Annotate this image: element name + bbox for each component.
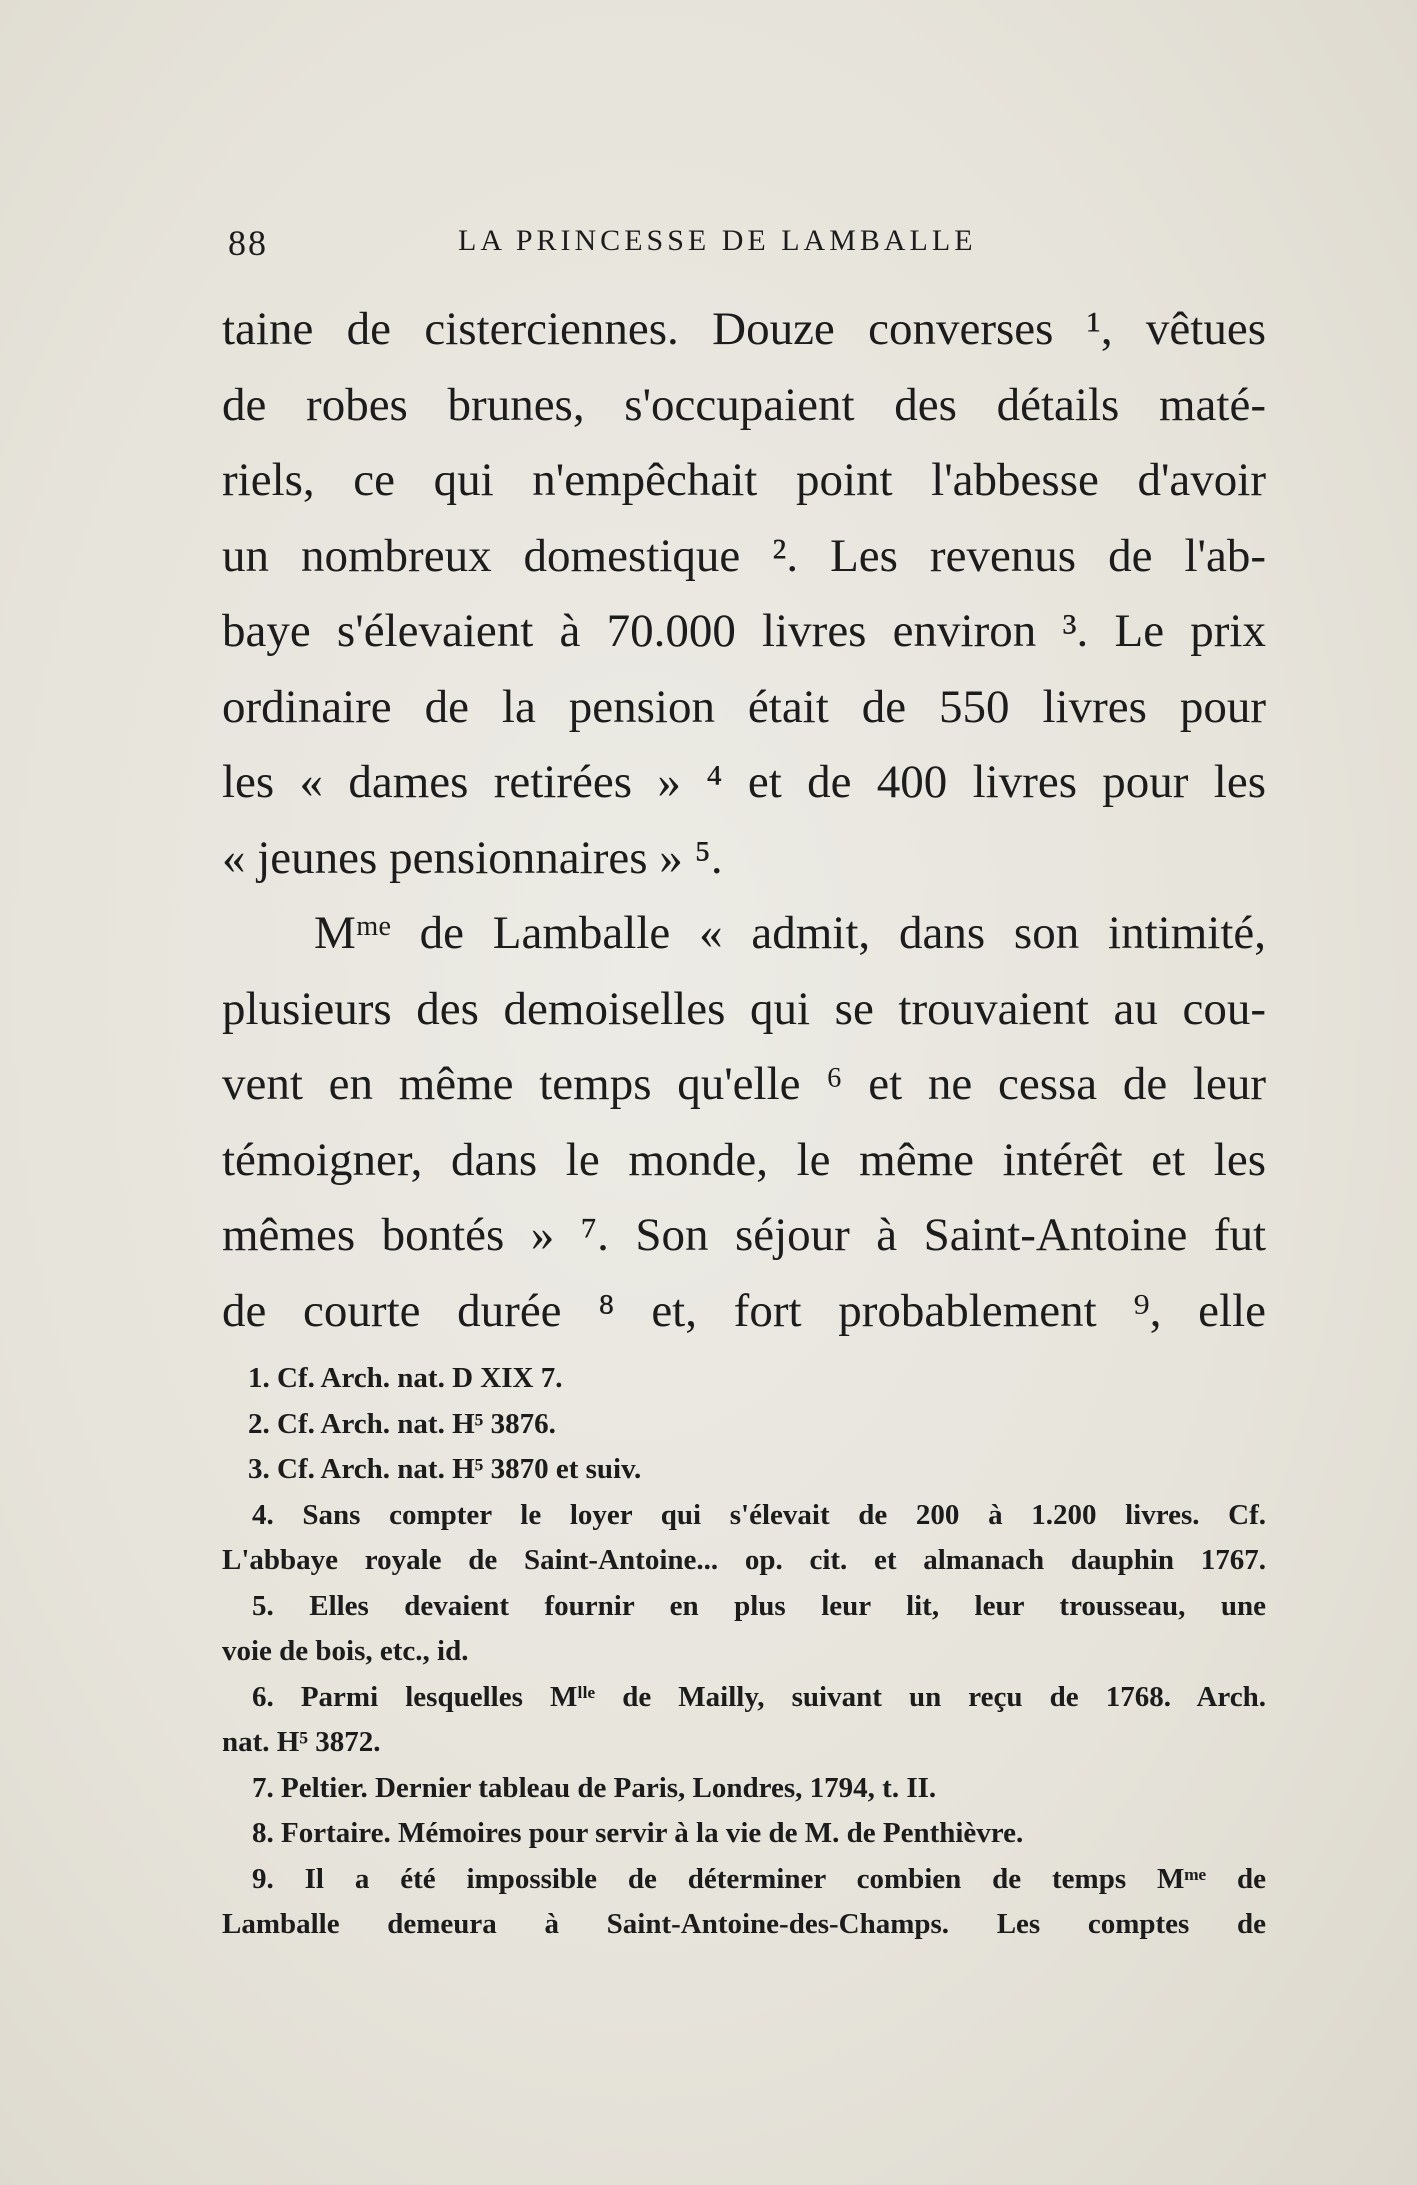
footnote-line: 6. Parmi lesquelles Mˡˡᵉ de Mailly, suivant un reçu de 1768. Arch. (252, 1680, 1266, 1713)
text-line: baye s'élevaient à 70.000 livres environ ³. Le prix (222, 605, 1266, 657)
text-line: Mᵐᵉ de Lamballe « admit, dans son intimité, (314, 907, 1266, 959)
page-header (222, 222, 1262, 262)
footnote-line: L'abbaye royale de Saint-Antoine... op. cit. et almanach dauphin 1767. (222, 1544, 1266, 1576)
text-line: les « dames retirées » ⁴ et de 400 livres pour les (222, 756, 1266, 808)
footnote-line: 4. Sans compter le loyer qui s'élevait de 200 à 1.200 livres. Cf. (252, 1498, 1266, 1531)
footnote-line: 9. Il a été impossible de déterminer combien de temps Mᵐᵉ de (252, 1862, 1266, 1895)
text-line: de robes brunes, s'occupaient des détails maté- (222, 378, 1266, 431)
footnote-line: Lamballe demeura à Saint-Antoine-des-Champs. Les comptes de (222, 1908, 1266, 1940)
footnote-line: 3. Cf. Arch. nat. H⁵ 3870 et suiv. (248, 1453, 642, 1485)
footnote-line: 8. Fortaire. Mémoires pour servir à la vie de M. de Penthièvre. (252, 1817, 1024, 1849)
text-line: témoigner, dans le monde, le même intérêt et les (222, 1133, 1266, 1186)
text-line: riels, ce qui n'empêchait point l'abbesse d'avoir (222, 454, 1266, 506)
footnotes (222, 1356, 1266, 1948)
text-line: un nombreux domestique ². Les revenus de l'ab- (222, 529, 1266, 582)
running-title: LA PRINCESSE DE LAMBALLE (458, 224, 977, 257)
text-line: plusieurs des demoiselles qui se trouvaient au cou- (222, 982, 1266, 1035)
footnote-line: nat. H⁵ 3872. (222, 1726, 381, 1758)
text-line: ordinaire de la pension était de 550 livres pour (222, 680, 1266, 733)
footnote-line: 5. Elles devaient fournir en plus leur lit, leur trousseau, une (252, 1589, 1266, 1622)
text-line: taine de cisterciennes. Douze converses ¹, vêtues (222, 303, 1266, 355)
text-line: « jeunes pensionnaires » ⁵. (222, 831, 723, 884)
footnote-line: 1. Cf. Arch. nat. D XIX 7. (248, 1362, 563, 1394)
text-line: mêmes bontés » ⁷. Son séjour à Saint-Antoine fut (222, 1209, 1266, 1261)
footnote-line: voie de bois, etc., id. (222, 1635, 469, 1667)
footnote-line: 7. Peltier. Dernier tableau de Paris, Londres, 1794, t. II. (252, 1771, 937, 1804)
page-number: 88 (228, 223, 268, 263)
text-line: vent en même temps qu'elle ⁶ et ne cessa de leur (222, 1058, 1266, 1110)
footnote-line: 2. Cf. Arch. nat. H⁵ 3876. (248, 1407, 556, 1440)
text-line: de courte durée ⁸ et, fort probablement ⁹, elle (222, 1284, 1266, 1337)
main-text (222, 292, 1266, 1349)
